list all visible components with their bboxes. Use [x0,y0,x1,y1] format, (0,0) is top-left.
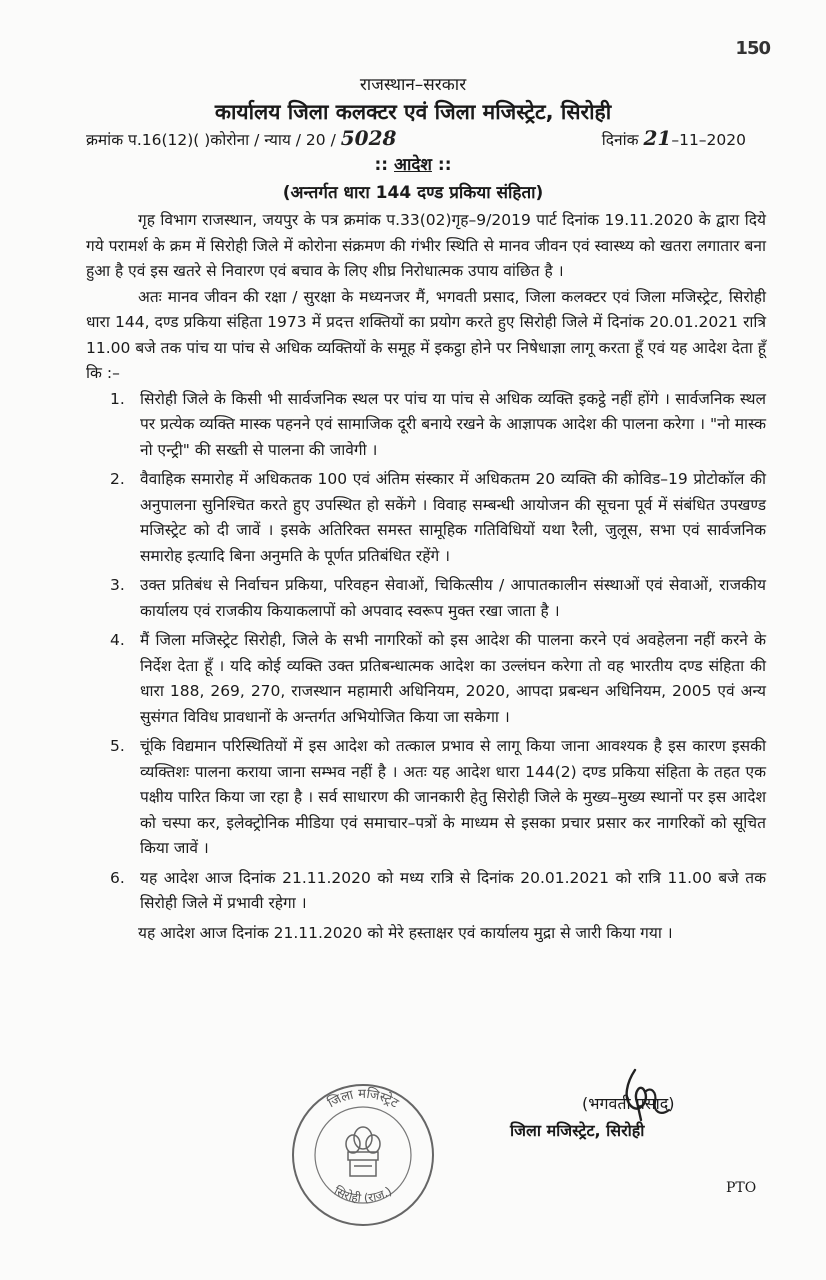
paragraph-1: गृह विभाग राजस्थान, जयपुर के पत्र क्रमांक प.33(02)गृह–9/2019 पार्ट दिनांक 19.11.2020 के द्वारा दिये गये परामर्श के क्रम में सिरोही जिले में कोरोना संक्रमण की गंभीर स्थिति से मानव जीवन एवं स्वास्थ्य को खतरा लगातार बना हुआ है एवं इस खतरे से निवारण एवं बचाव के लिए शीघ्र निरोधात्मक उपाय वांछित है । [86,211,766,280]
signature-block [510,1090,770,1144]
signatory-name: (भगवती प्रसाद) [582,1094,675,1113]
seal-top-text: जिला मजिस्ट्रेट [325,1086,401,1112]
government-heading: राजस्थान–सरकार [359,75,467,95]
reference-number: क्रमांक प.16(12)( )कोरोना / न्याय / 20 / 5028 [86,126,397,150]
paragraph-2: अतः मानव जीवन की रक्षा / सुरक्षा के मध्यनजर मैं, भगवती प्रसाद, जिला कलक्टर एवं जिला मजिस्ट्रेट, सिरोही धारा 144, दण्ड प्रकिया संहिता 1973 में प्रदत्त शक्तियों का प्रयोग करते हुए सिरोही जिले में दिनांक 20.01.2021 रात्रि 11.00 बजे तक पांच या पांच से अधिक व्यक्तियों के समूह में इकट्ठा होने पर निषेधाज्ञा लागू करता हूँ एवं यह आदेश देता हूँ कि :– [86,287,766,382]
closing-paragraph: यह आदेश आज दिनांक 21.11.2020 को मेरे हस्ताक्षर एवं कार्यालय मुद्रा से जारी किया गया । [138,923,673,942]
handwritten-number: 5028 [340,126,397,150]
list-item: 3. उक्त प्रतिबंध से निर्वाचन प्रकिया, परिवहन सेवाओं, चिकित्सीय / आपातकालीन संस्थाओं एवं सेवाओं, राजकीय कार्यालय एवं राजकीय कियाकलापों को अपवाद स्वरूप मुक्त रखा जाता है । [110,576,766,620]
pto-label: PTO [726,1180,757,1196]
list-item: 6. यह आदेश आज दिनांक 21.11.2020 को मध्य रात्रि से दिनांक 20.01.2021 को रात्रि 11.00 बजे तक सिरोही जिले में प्रभावी रहेगा । [110,868,766,912]
office-heading: कार्यालय जिला कलक्टर एवं जिला मजिस्ट्रेट, सिरोही [214,100,612,124]
svg-text:सिरोही (राज.) [332,1184,394,1206]
signatory-designation: जिला मजिस्ट्रेट, सिरोही [510,1121,645,1140]
order-items [86,387,766,917]
reference-line [86,126,746,150]
order-date: दिनांक 21–11–2020 [601,126,746,150]
seal-bottom-text: सिरोही (राज.) [331,1183,395,1206]
list-item: 4. मैं जिला मजिस्ट्रेट सिरोही, जिले के सभी नागरिकों को इस आदेश की पालना करने एवं अवहेलना नहीं करने के निर्देश देता हूँ । यदि कोई व्यक्ति उक्त प्रतिबन्धात्मक आदेश का उल्लंघन करेगा तो वह भारतीय दण्ड संहिता की धारा 188, 269, 270, राजस्थान महामारी अधिनियम, 2020, आपदा प्रबन्धन अधिनियम, 2005 एवं अन्य सुसंगत विविध प्रावधानों के अन्तर्गत अभियोजित किया जा सकेगा । [110,631,766,726]
list-item: 1. सिरोही जिले के किसी भी सार्वजनिक स्थल पर पांच या पांच से अधिक व्यक्ति इकट्ठे नहीं होंगे । सार्वजनिक स्थल पर प्रत्येक व्यक्ति मास्क पहनने एवं सामाजिक दूरी बनाये रखने के आज्ञापक आदेश की पालना करेगा । "नो मास्क नो एन्ट्री" की सख्ती से पालना की जावेगी । [110,389,766,459]
emblem-icon [346,1127,380,1176]
office-seal-icon [288,1080,438,1230]
order-subtitle: (अन्तर्गत धारा 144 दण्ड प्रकिया संहिता) [282,183,544,203]
handwritten-day: 21 [643,126,672,150]
list-item: 5. चूंकि विद्यमान परिस्थितियों में इस आदेश को तत्काल प्रभाव से लागू किया जाना आवश्यक है इस कारण इसकी व्यक्तिशः पालना कराया जाना सम्भव नहीं है । अतः यह आदेश धारा 144(2) दण्ड प्रकिया संहिता के तहत एक पक्षीय पारित किया जा रहा है । सर्व साधारण की जानकारी हेतु सिरोही जिले के मुख्य–मुख्य स्थानों पर इस आदेश को चस्पा कर, इलेक्ट्रोनिक मीडिया एवं समाचार–पत्रों के माध्यम से इसका प्रचार प्रसार कर नागरिकों को सूचित किया जावें । [110,737,766,857]
order-title: :: आदेश :: [374,155,452,175]
order-body [86,208,766,946]
list-item: 2. वैवाहिक समारोह में अधिकतक 100 एवं अंतिम संस्कार में अधिकतम 20 व्यक्ति की कोविड–19 प्रोटोकॉल की अनुपालना सुनिश्चित करते हुए उपस्थित हो सकेंगे । विवाह सम्बन्धी आयोजन की सूचना पूर्व में संबंधित उपखण्ड मजिस्ट्रेट को दी जावें । इसके अतिरिक्त समस्त सामूहिक गतिविधियों यथा रैली, जुलूस, सभा एवं सार्वजनिक समारोह इत्यादि बिना अनुमति के पूर्णत प्रतिबंधित रहेंगे । [110,470,766,565]
anniversary-logo: 150 [735,38,770,59]
